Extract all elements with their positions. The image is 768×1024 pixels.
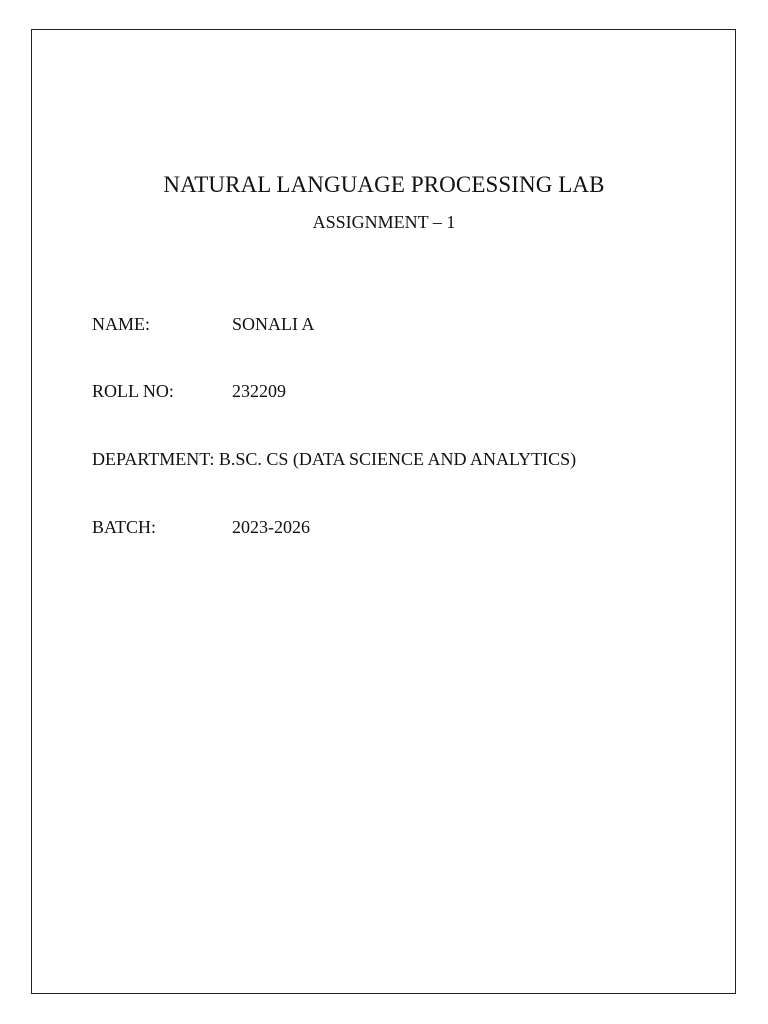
document-title: NATURAL LANGUAGE PROCESSING LAB — [163, 172, 605, 197]
batch-label: BATCH: — [92, 517, 157, 537]
batch-value: 2023-2026 — [232, 517, 310, 537]
name-value: SONALI A — [232, 314, 315, 334]
department-value: B.SC. CS (DATA SCIENCE AND ANALYTICS) — [218, 449, 577, 469]
department-row — [92, 447, 576, 471]
document-subtitle: ASSIGNMENT – 1 — [312, 212, 456, 232]
roll-no-value: 232209 — [232, 381, 286, 401]
roll-no-label: ROLL NO: — [92, 381, 174, 401]
department-label: DEPARTMENT: — [92, 449, 215, 469]
name-label: NAME: — [92, 314, 150, 334]
